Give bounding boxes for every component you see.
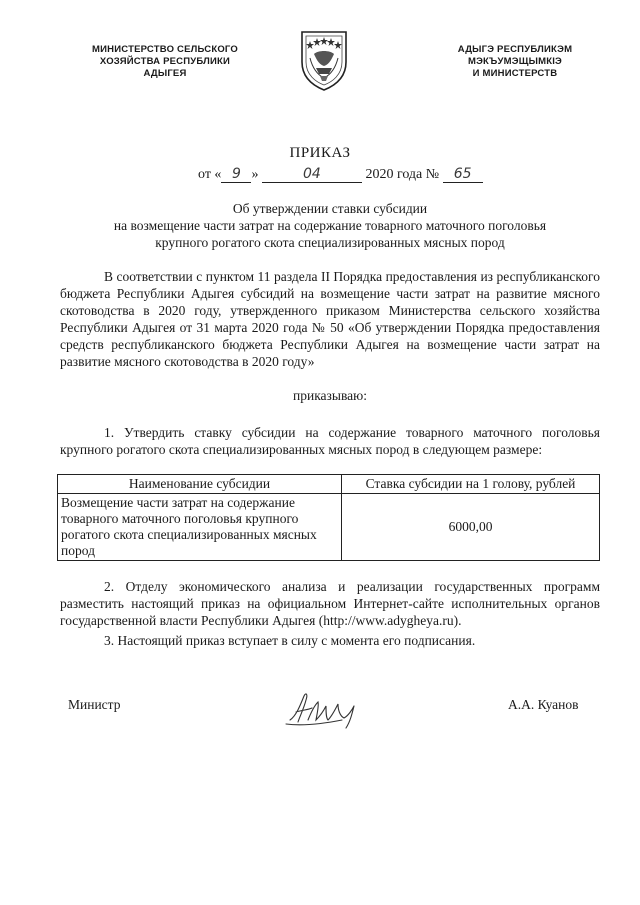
header-line: МЭКЪУМЭЩЫМКІЭ (467, 56, 562, 67)
subsidy-rate-table (57, 474, 600, 561)
item-1-paragraph: 1. Утвердить ставку субсидии на содержание товарного маточного поголовья крупного рогатого скота специализированных мясных пород в следующем размере: (60, 425, 600, 457)
handwritten-signature (282, 686, 378, 730)
order-word: приказываю: (293, 388, 367, 403)
header-line: МИНИСТЕРСТВО СЕЛЬСКОГО (92, 44, 238, 55)
table-row (58, 494, 600, 561)
table-header-row (58, 475, 600, 494)
item-2-paragraph: 2. Отделу экономического анализа и реализации государственных программ разместить настоящий приказ на официальном Интернет-сайте исполнительных органов государственной власти Республики Адыгея (http://www.adygheya.ru). (60, 579, 600, 628)
date-prefix: от « (198, 167, 222, 182)
signatory-role: Министр (68, 697, 121, 712)
date-month: 04 (262, 166, 362, 183)
subject-line: на возмещение части затрат на содержание товарного маточного поголовья (113, 218, 547, 233)
date-day: 9 (221, 166, 251, 183)
column-header-subsidy-name: Наименование субсидии (58, 475, 342, 494)
subject-line: крупного рогатого скота специализированных мясных пород (155, 235, 505, 250)
header-line: АДЫГЭ РЕСПУБЛИКЭМ (457, 44, 573, 55)
coat-of-arms-emblem (296, 28, 352, 92)
subject-line: Об утверждении ставки субсидии (232, 201, 428, 216)
header-line: И МИНИСТЕРСТВ (472, 68, 558, 79)
item-3-paragraph: 3. Настоящий приказ вступает в силу с момента его подписания. (104, 633, 476, 648)
cell-rate: 6000,00 (342, 494, 600, 561)
column-header-rate: Ставка субсидии на 1 голову, рублей (342, 475, 600, 494)
signatory-name: А.А. Куанов (508, 697, 579, 712)
document-title: ПРИКАЗ (289, 145, 351, 161)
date-day-close: » (251, 167, 259, 182)
preamble-paragraph: В соответствии с пунктом 11 раздела II Порядка предоставления из республиканского бюджета Республики Адыгея субсидий на возмещение части затрат на развитие мясного скотоводства в 2020 году, утвержденного приказом Министерства сельского хозяйства Республики Адыгея от 31 марта 2020 года № 50 «Об утверждении Порядка предоставления средств республиканского бюджета Республики Адыгея на возмещение части затрат на развитие мясного скотоводства в 2020 году» (60, 269, 600, 369)
date-year-number-label: 2020 года № (365, 167, 440, 182)
header-line: АДЫГЕЯ (143, 68, 187, 79)
ministry-header-adyghe (440, 44, 590, 80)
order-number: 65 (443, 166, 483, 183)
cell-subsidy-name: Возмещение части затрат на содержание товарного маточного поголовья крупного рогатого скота специализированных мясных пород (58, 494, 342, 561)
header-line: ХОЗЯЙСТВА РЕСПУБЛИКИ (99, 56, 231, 67)
date-number-line (198, 166, 483, 183)
order-subject (60, 200, 600, 251)
ministry-header-russian (70, 44, 260, 80)
